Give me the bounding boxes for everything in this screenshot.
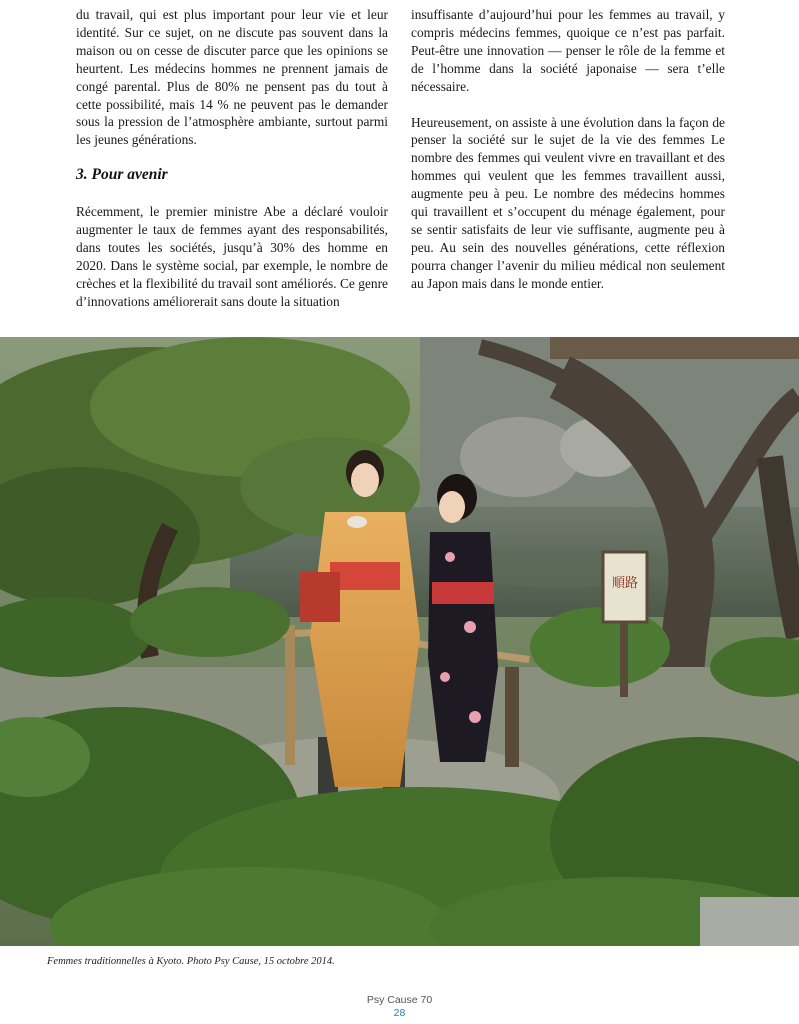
page-number: 28 bbox=[393, 1007, 406, 1019]
photo-caption: Femmes traditionnelles à Kyoto. Photo Psy Cause, 15 octobre 2014. bbox=[47, 956, 335, 967]
left-column bbox=[76, 6, 388, 311]
left-paragraph-2: Récemment, le premier ministre Abe a déclaré vouloir augmenter le taux de femmes ayant des responsabilités, dans toutes les sociétés, jusqu’à 30% des homme en 2020. Dans le système social, par exemple, le nombre de crèches et la flexibilité du travail sont améliorés. Ce genre d’innovations améliorerait sans doute la situation bbox=[76, 204, 388, 309]
footer-publication: Psy Cause 70 bbox=[366, 994, 433, 1006]
path-sign-text: 順路 bbox=[611, 576, 639, 591]
right-paragraph-2: Heureusement, on assiste à une évolution dans la façon de penser la société sur le sujet de la vie des femmes Le nombre des femmes qui veulent vivre en travaillant et des hommes qui veulent que les femmes travaillent aussi, augmente peu à peu. Le nombre des médecins hommes qui travaillent et s’occupent du ménage également, pour se sentir satisfaits de leur vie suffisante, augmente peu à peu. Au sein des nouvelles générations, cette réflexion pourra changer l’avenir du milieu médical non seulement au Japon mais dans le monde entier. bbox=[411, 114, 725, 291]
right-column bbox=[411, 6, 725, 293]
left-paragraph-1: du travail, qui est plus important pour leur vie et leur identité. Sur ce sujet, on ne discute pas souvent dans la maison ou on cesse de discuter parce que les opinions se heurtent. Les médecins hommes ne prennent jamais de congé parental. Plus de 80% ne pensent pas du tout à cette possibilité, mais 14 % ne peuvent pas le demander sous la pression de l’atmosphère ambiante, surtout parmi les jeunes générations. bbox=[76, 7, 388, 148]
section-heading: 3. Pour avenir bbox=[76, 166, 168, 184]
kyoto-garden-photo bbox=[0, 337, 799, 946]
right-paragraph-1: insuffisante d’aujourd’hui pour les femmes au travail, y compris médecins femmes, quoique ce n’est pas parfait. Peut-être une innovation — penser le rôle de la femme et de l’homme dans la société japonaise — sera t’elle nécessaire. bbox=[411, 7, 725, 94]
